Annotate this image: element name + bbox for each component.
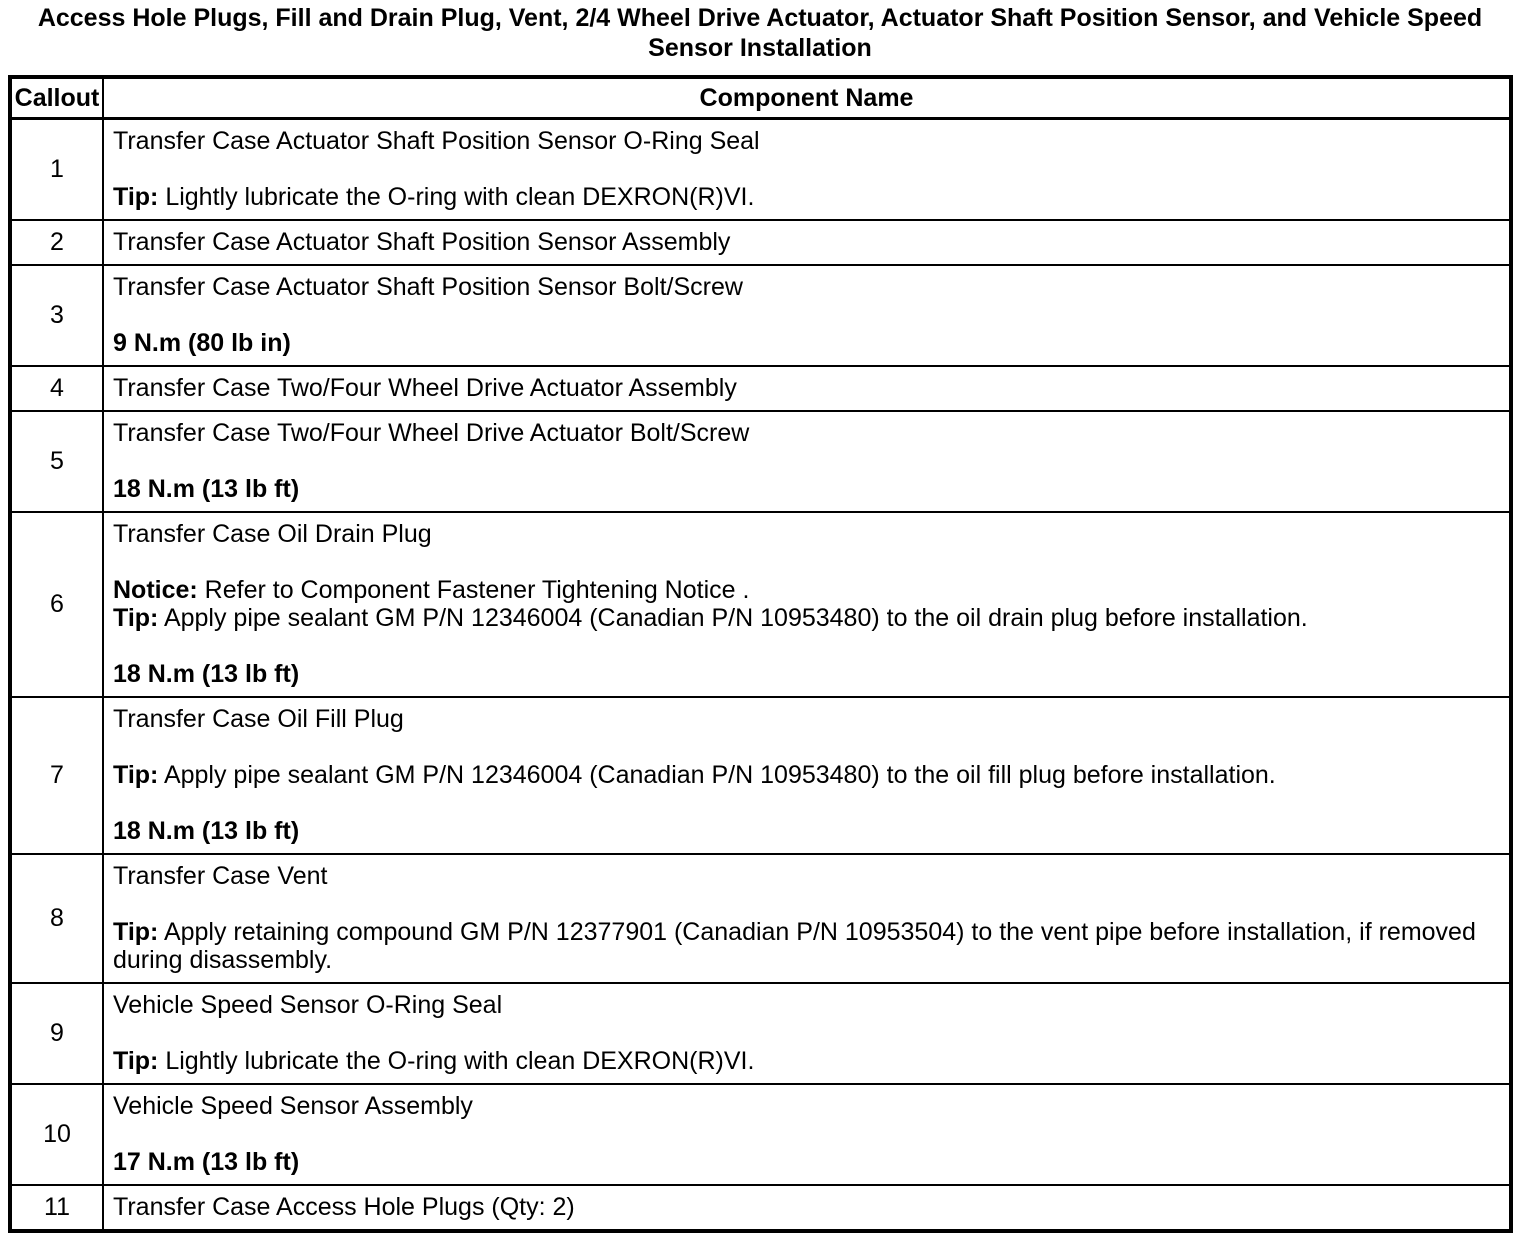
table-body bbox=[10, 119, 1511, 1232]
name-text: Transfer Case Actuator Shaft Position Sensor O-Ring Seal bbox=[113, 127, 760, 155]
torque-line bbox=[113, 1148, 1495, 1176]
name-line bbox=[113, 273, 1495, 301]
component-description bbox=[103, 697, 1511, 854]
callout-number: 4 bbox=[10, 366, 103, 411]
torque-label: 18 N.m (13 lb ft) bbox=[113, 475, 300, 503]
header-row bbox=[10, 77, 1511, 119]
table-row bbox=[10, 1185, 1511, 1231]
notice-line bbox=[113, 576, 1495, 604]
table-row bbox=[10, 1084, 1511, 1185]
tip-line bbox=[113, 761, 1495, 789]
callout-number: 9 bbox=[10, 983, 103, 1084]
callout-number: 3 bbox=[10, 265, 103, 366]
name-line bbox=[113, 374, 1495, 402]
blank-line bbox=[113, 789, 1495, 817]
table-row bbox=[10, 119, 1511, 221]
callout-number: 11 bbox=[10, 1185, 103, 1231]
tip-label: Tip: bbox=[113, 1047, 159, 1075]
name-text: Transfer Case Access Hole Plugs (Qty: 2) bbox=[113, 1193, 575, 1221]
blank-line bbox=[113, 1120, 1495, 1148]
tip-label: Tip: bbox=[113, 918, 159, 946]
name-text: Transfer Case Two/Four Wheel Drive Actuator Bolt/Screw bbox=[113, 419, 750, 447]
table-row bbox=[10, 411, 1511, 512]
component-table bbox=[8, 75, 1513, 1233]
tip-line bbox=[113, 918, 1495, 974]
callout-number: 10 bbox=[10, 1084, 103, 1185]
torque-label: 18 N.m (13 lb ft) bbox=[113, 660, 300, 688]
torque-line bbox=[113, 475, 1495, 503]
tip-line bbox=[113, 1047, 1495, 1075]
torque-line bbox=[113, 660, 1495, 688]
tip-text: Lightly lubricate the O-ring with clean DEXRON(R)VI. bbox=[158, 183, 755, 211]
component-description bbox=[103, 512, 1511, 697]
table-row bbox=[10, 265, 1511, 366]
tip-text: Apply pipe sealant GM P/N 12346004 (Canadian P/N 10953480) to the oil fill plug before installation. bbox=[158, 761, 1276, 789]
component-description bbox=[103, 1084, 1511, 1185]
table-row bbox=[10, 366, 1511, 411]
table-row bbox=[10, 697, 1511, 854]
tip-line bbox=[113, 604, 1495, 632]
table-row bbox=[10, 220, 1511, 265]
name-line bbox=[113, 228, 1495, 256]
blank-line bbox=[113, 155, 1495, 183]
name-line bbox=[113, 520, 1495, 548]
component-description bbox=[103, 119, 1511, 221]
torque-label: 9 N.m (80 lb in) bbox=[113, 329, 291, 357]
blank-line bbox=[113, 447, 1495, 475]
tip-text: Apply retaining compound GM P/N 12377901 (Canadian P/N 10953504) to the vent pipe before installation, if removed during disassembly. bbox=[113, 918, 1476, 974]
blank-line bbox=[113, 890, 1495, 918]
name-line bbox=[113, 1193, 1495, 1221]
tip-text: Apply pipe sealant GM P/N 12346004 (Canadian P/N 10953480) to the oil drain plug before installation. bbox=[158, 604, 1308, 632]
name-line bbox=[113, 419, 1495, 447]
callout-number: 1 bbox=[10, 119, 103, 221]
table-row bbox=[10, 512, 1511, 697]
name-line bbox=[113, 127, 1495, 155]
name-text: Transfer Case Two/Four Wheel Drive Actuator Assembly bbox=[113, 374, 737, 402]
callout-number: 8 bbox=[10, 854, 103, 983]
name-text: Vehicle Speed Sensor O-Ring Seal bbox=[113, 991, 503, 1019]
tip-label: Tip: bbox=[113, 604, 159, 632]
name-text: Transfer Case Actuator Shaft Position Sensor Assembly bbox=[113, 228, 731, 256]
component-description bbox=[103, 265, 1511, 366]
name-line bbox=[113, 705, 1495, 733]
notice-label: Notice: bbox=[113, 576, 198, 604]
component-description bbox=[103, 366, 1511, 411]
callout-number: 6 bbox=[10, 512, 103, 697]
component-description bbox=[103, 220, 1511, 265]
torque-label: 18 N.m (13 lb ft) bbox=[113, 817, 300, 845]
tip-line bbox=[113, 183, 1495, 211]
torque-line bbox=[113, 329, 1495, 357]
blank-line bbox=[113, 733, 1495, 761]
blank-line bbox=[113, 548, 1495, 576]
name-text: Transfer Case Oil Fill Plug bbox=[113, 705, 404, 733]
callout-number: 5 bbox=[10, 411, 103, 512]
tip-label: Tip: bbox=[113, 183, 159, 211]
component-description bbox=[103, 411, 1511, 512]
name-line bbox=[113, 1092, 1495, 1120]
blank-line bbox=[113, 1019, 1495, 1047]
table-row bbox=[10, 854, 1511, 983]
tip-text: Lightly lubricate the O-ring with clean DEXRON(R)VI. bbox=[158, 1047, 755, 1075]
header-callout: Callout bbox=[10, 77, 103, 119]
page-title: Access Hole Plugs, Fill and Drain Plug, Vent, 2/4 Wheel Drive Actuator, Actuator Shaft Position Sensor, and Vehicle Speed Sensor Installation bbox=[37, 4, 1483, 62]
name-text: Transfer Case Vent bbox=[113, 862, 328, 890]
callout-number: 2 bbox=[10, 220, 103, 265]
header-component-name: Component Name bbox=[103, 77, 1511, 119]
blank-line bbox=[113, 632, 1495, 660]
name-text: Vehicle Speed Sensor Assembly bbox=[113, 1092, 473, 1120]
torque-line bbox=[113, 817, 1495, 845]
component-description bbox=[103, 854, 1511, 983]
name-text: Transfer Case Oil Drain Plug bbox=[113, 520, 432, 548]
torque-label: 17 N.m (13 lb ft) bbox=[113, 1148, 300, 1176]
name-text: Transfer Case Actuator Shaft Position Sensor Bolt/Screw bbox=[113, 273, 743, 301]
tip-label: Tip: bbox=[113, 761, 159, 789]
callout-number: 7 bbox=[10, 697, 103, 854]
component-description bbox=[103, 983, 1511, 1084]
component-description bbox=[103, 1185, 1511, 1231]
table-row bbox=[10, 983, 1511, 1084]
name-line bbox=[113, 862, 1495, 890]
name-line bbox=[113, 991, 1495, 1019]
notice-text: Refer to Component Fastener Tightening Notice . bbox=[197, 576, 750, 604]
blank-line bbox=[113, 301, 1495, 329]
